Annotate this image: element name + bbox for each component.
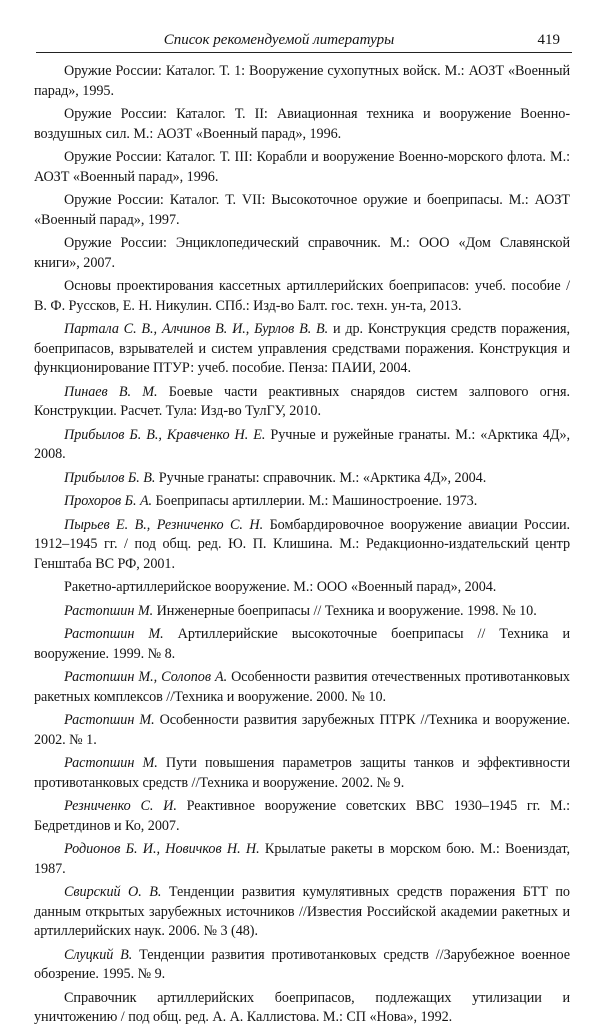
reference-entry: [34, 883, 570, 942]
reference-entry: [34, 234, 570, 273]
reference-entry: [34, 625, 570, 664]
reference-author: Пырьев Е. В., Резниченко С. Н.: [64, 516, 264, 533]
reference-text: и др. Конструкция средств поражения, боеприпасов, взрывателей и систем управления средствами поражения. Конструкция и функционирование ПТУР: учеб. пособие. Пенза: ПАИИ, 2004.: [34, 321, 570, 376]
reference-author: Прибылов Б. В., Кравченко Н. Е.: [64, 426, 266, 443]
page-number: 419: [537, 32, 560, 48]
reference-author: Растопшин М.: [64, 755, 158, 771]
reference-text: Ручные гранаты: справочник. М.: «Арктика 4Д», 2004.: [155, 469, 487, 486]
reference-entry: [34, 989, 570, 1028]
reference-text: Оружие России: Каталог. Т. III: Корабли и вооружение Военно-морского флота. М.: АОЗТ «Военный парад», 1996.: [34, 149, 570, 185]
reference-entry: [34, 840, 570, 879]
reference-text: Ракетно-артиллерийское вооружение. М.: ООО «Военный парад», 2004.: [64, 579, 497, 595]
reference-text: Пути повышения параметров защиты танков и эффективности противотанковых средств //Техника и вооружение. 2002. № 9.: [34, 755, 570, 791]
reference-text: Боевые части реактивных снарядов систем залпового огня. Конструкции. Расчет. Тула: Изд-во ТулГУ, 2010.: [34, 383, 571, 419]
reference-entry: [34, 277, 570, 316]
reference-entry: [34, 62, 570, 101]
reference-author: Растопшин М., Солопов А.: [64, 669, 228, 685]
reference-text: Тенденции развития противотанковых средств //Зарубежное военное обозрение. 1995. № 9.: [34, 946, 570, 982]
reference-entry: [34, 426, 570, 465]
reference-entry: [34, 492, 570, 512]
reference-author: Прибылов Б. В.: [64, 469, 156, 486]
reference-entry: [34, 320, 570, 379]
reference-text: Оружие России: Каталог. Т. II: Авиационная техника и вооружение Военно-воздушных сил. М.: АОЗТ «Военный парад», 1996.: [34, 106, 570, 142]
reference-author: Прохоров Б. А.: [64, 493, 153, 509]
reference-text: Особенности развития зарубежных ПТРК //Техника и вооружение. 2002. № 1.: [34, 712, 570, 748]
reference-entry: [34, 383, 570, 422]
reference-entry: [34, 946, 570, 985]
reference-author: Свирский О. В.: [64, 884, 162, 900]
reference-text: Основы проектирования кассетных артиллерийских боеприпасов: учеб. пособие / В. Ф. Руссков, Е. Н. Никулин. СПб.: Изд-во Балт. гос. техн. ун-та, 2013.: [34, 278, 570, 314]
reference-text: Особенности развития отечественных противотанковых ракетных комплексов //Техника и вооружение. 2000. № 10.: [34, 669, 570, 705]
reference-text: Оружие России: Каталог. Т. VII: Высокоточное оружие и боеприпасы. М.: АОЗТ «Военный парад», 1997.: [34, 192, 570, 228]
reference-author: Резниченко С. И.: [64, 798, 177, 814]
reference-text: Реактивное вооружение советских ВВС 1930–1945 гг. М.: Бедретдинов и Ко, 2007.: [34, 798, 570, 834]
reference-text: Бомбардировочное вооружение авиации России. 1912–1945 гг. / под общ. ред. Ю. П. Клишина. М.: Редакционно-издательский центр Генштаба ВС РФ, 2001.: [34, 516, 571, 572]
reference-author: Растопшин М.: [64, 712, 155, 728]
reference-text: Оружие России: Каталог. Т. 1: Вооружение сухопутных войск. М.: АОЗТ «Военный парад», 1995.: [34, 63, 570, 99]
reference-text: Тенденции развития кумулятивных средств поражения БТТ по данным открытых зарубежных источников //Известия Российской академии ракетных и артиллерийских наук. 2006. № 3 (48).: [34, 884, 570, 939]
header-rule: [36, 52, 572, 53]
reference-author: Растопшин М.: [64, 602, 154, 619]
reference-author: Растопшин М.: [64, 626, 164, 642]
reference-text: Ручные и ружейные гранаты. М.: «Арктика 4Д», 2008.: [34, 426, 571, 462]
reference-entry: [34, 469, 570, 489]
reference-entry: [34, 711, 570, 750]
reference-entry: [34, 105, 570, 144]
reference-entry: [34, 797, 570, 836]
reference-entry: [34, 668, 570, 707]
reference-list: [34, 62, 570, 1032]
running-header-title: Список рекомендуемой литературы: [163, 32, 395, 48]
reference-text: Артиллерийские высокоточные боеприпасы // Техника и вооружение. 1999. № 8.: [34, 626, 570, 662]
reference-text: Оружие России: Энциклопедический справочник. М.: ООО «Дом Славянской книги», 2007.: [34, 235, 570, 271]
running-header: [36, 30, 572, 54]
reference-entry: [34, 191, 570, 230]
reference-text: Справочник артиллерийских боеприпасов, подлежащих утилизации и уничтожению / под общ. ред. А. А. Каллистова. М.: СП «Нова», 1992.: [34, 989, 570, 1025]
reference-text: Крылатые ракеты в морском бою. М.: Воениздат, 1987.: [34, 841, 571, 877]
reference-entry: [34, 516, 570, 575]
reference-entry: [34, 602, 570, 622]
reference-author: Слуцкий В.: [64, 946, 133, 963]
reference-entry: [34, 148, 570, 187]
reference-entry: [34, 754, 570, 793]
reference-author: Родионов Б. И., Новичков Н. Н.: [64, 841, 260, 857]
reference-text: Боеприпасы артиллерии. М.: Машиностроение. 1973.: [152, 493, 478, 509]
reference-author: Пинаев В. М.: [64, 383, 158, 400]
reference-entry: [34, 578, 570, 598]
reference-author: Партала С. В., Алчинов В. И., Бурлов В. В.: [64, 321, 329, 337]
reference-text: Инженерные боеприпасы // Техника и вооружение. 1998. № 10.: [153, 602, 537, 619]
